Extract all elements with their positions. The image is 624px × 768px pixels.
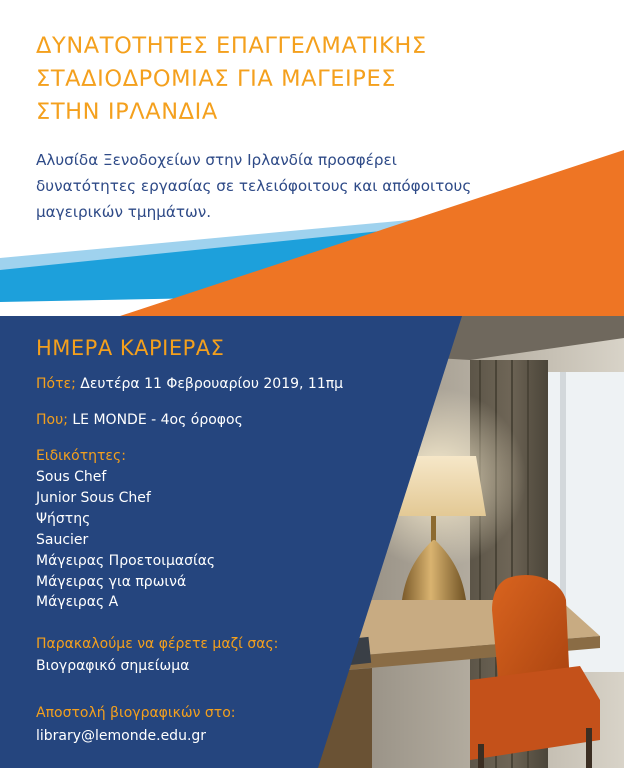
send-label: Αποστολή βιογραφικών στο: — [36, 705, 236, 721]
where-label: Που; — [36, 412, 68, 428]
title-line-2: ΣΤΑΔΙΟΔΡΟΜΙΑΣ ΓΙΑ ΜΑΓΕΙΡΕΣ — [36, 66, 397, 92]
intro-line-2: δυνατότητες εργασίας σε τελειόφοιτους και απόφοιτους — [36, 177, 472, 195]
intro-line-1: Αλυσίδα Ξενοδοχείων στην Ιρλανδία προσφέρει — [36, 151, 397, 169]
list-item: Junior Sous Chef — [36, 489, 151, 506]
list-item: Ψήστης — [36, 510, 91, 527]
event-title: ΗΜΕΡΑ ΚΑΡΙΕΡΑΣ — [36, 336, 225, 360]
intro-line-3: μαγειρικών τμημάτων. — [36, 203, 212, 221]
where-line — [36, 410, 243, 430]
list-item: Μάγειρας Α — [36, 594, 119, 611]
specialties-label: Ειδικότητες: — [36, 448, 126, 464]
list-item: Saucier — [36, 531, 89, 548]
when-value: Δευτέρα 11 Φεβρουαρίου 2019, 11πμ — [80, 376, 344, 392]
list-item: Μάγειρας για πρωινά — [36, 573, 187, 590]
when-line — [36, 374, 343, 394]
where-value: LE MONDE - 4ος όροφος — [72, 412, 243, 428]
specialties-list — [36, 467, 215, 613]
bring-value: Βιογραφικό σημείωμα — [36, 658, 190, 674]
list-item: Μάγειρας Προετοιμασίας — [36, 552, 216, 569]
send-email-link[interactable]: library@lemonde.edu.gr — [36, 728, 207, 744]
when-label: Πότε; — [36, 376, 76, 392]
list-item: Sous Chef — [36, 469, 107, 485]
title-line-1: ΔΥΝΑΤΟΤΗΤΕΣ ΕΠΑΓΓΕΛΜΑΤΙΚΗΣ — [36, 33, 427, 59]
title-line-3: ΣΤΗΝ ΙΡΛΑΝΔΙΑ — [36, 99, 218, 125]
bring-label: Παρακαλούμε να φέρετε μαζί σας: — [36, 636, 279, 652]
